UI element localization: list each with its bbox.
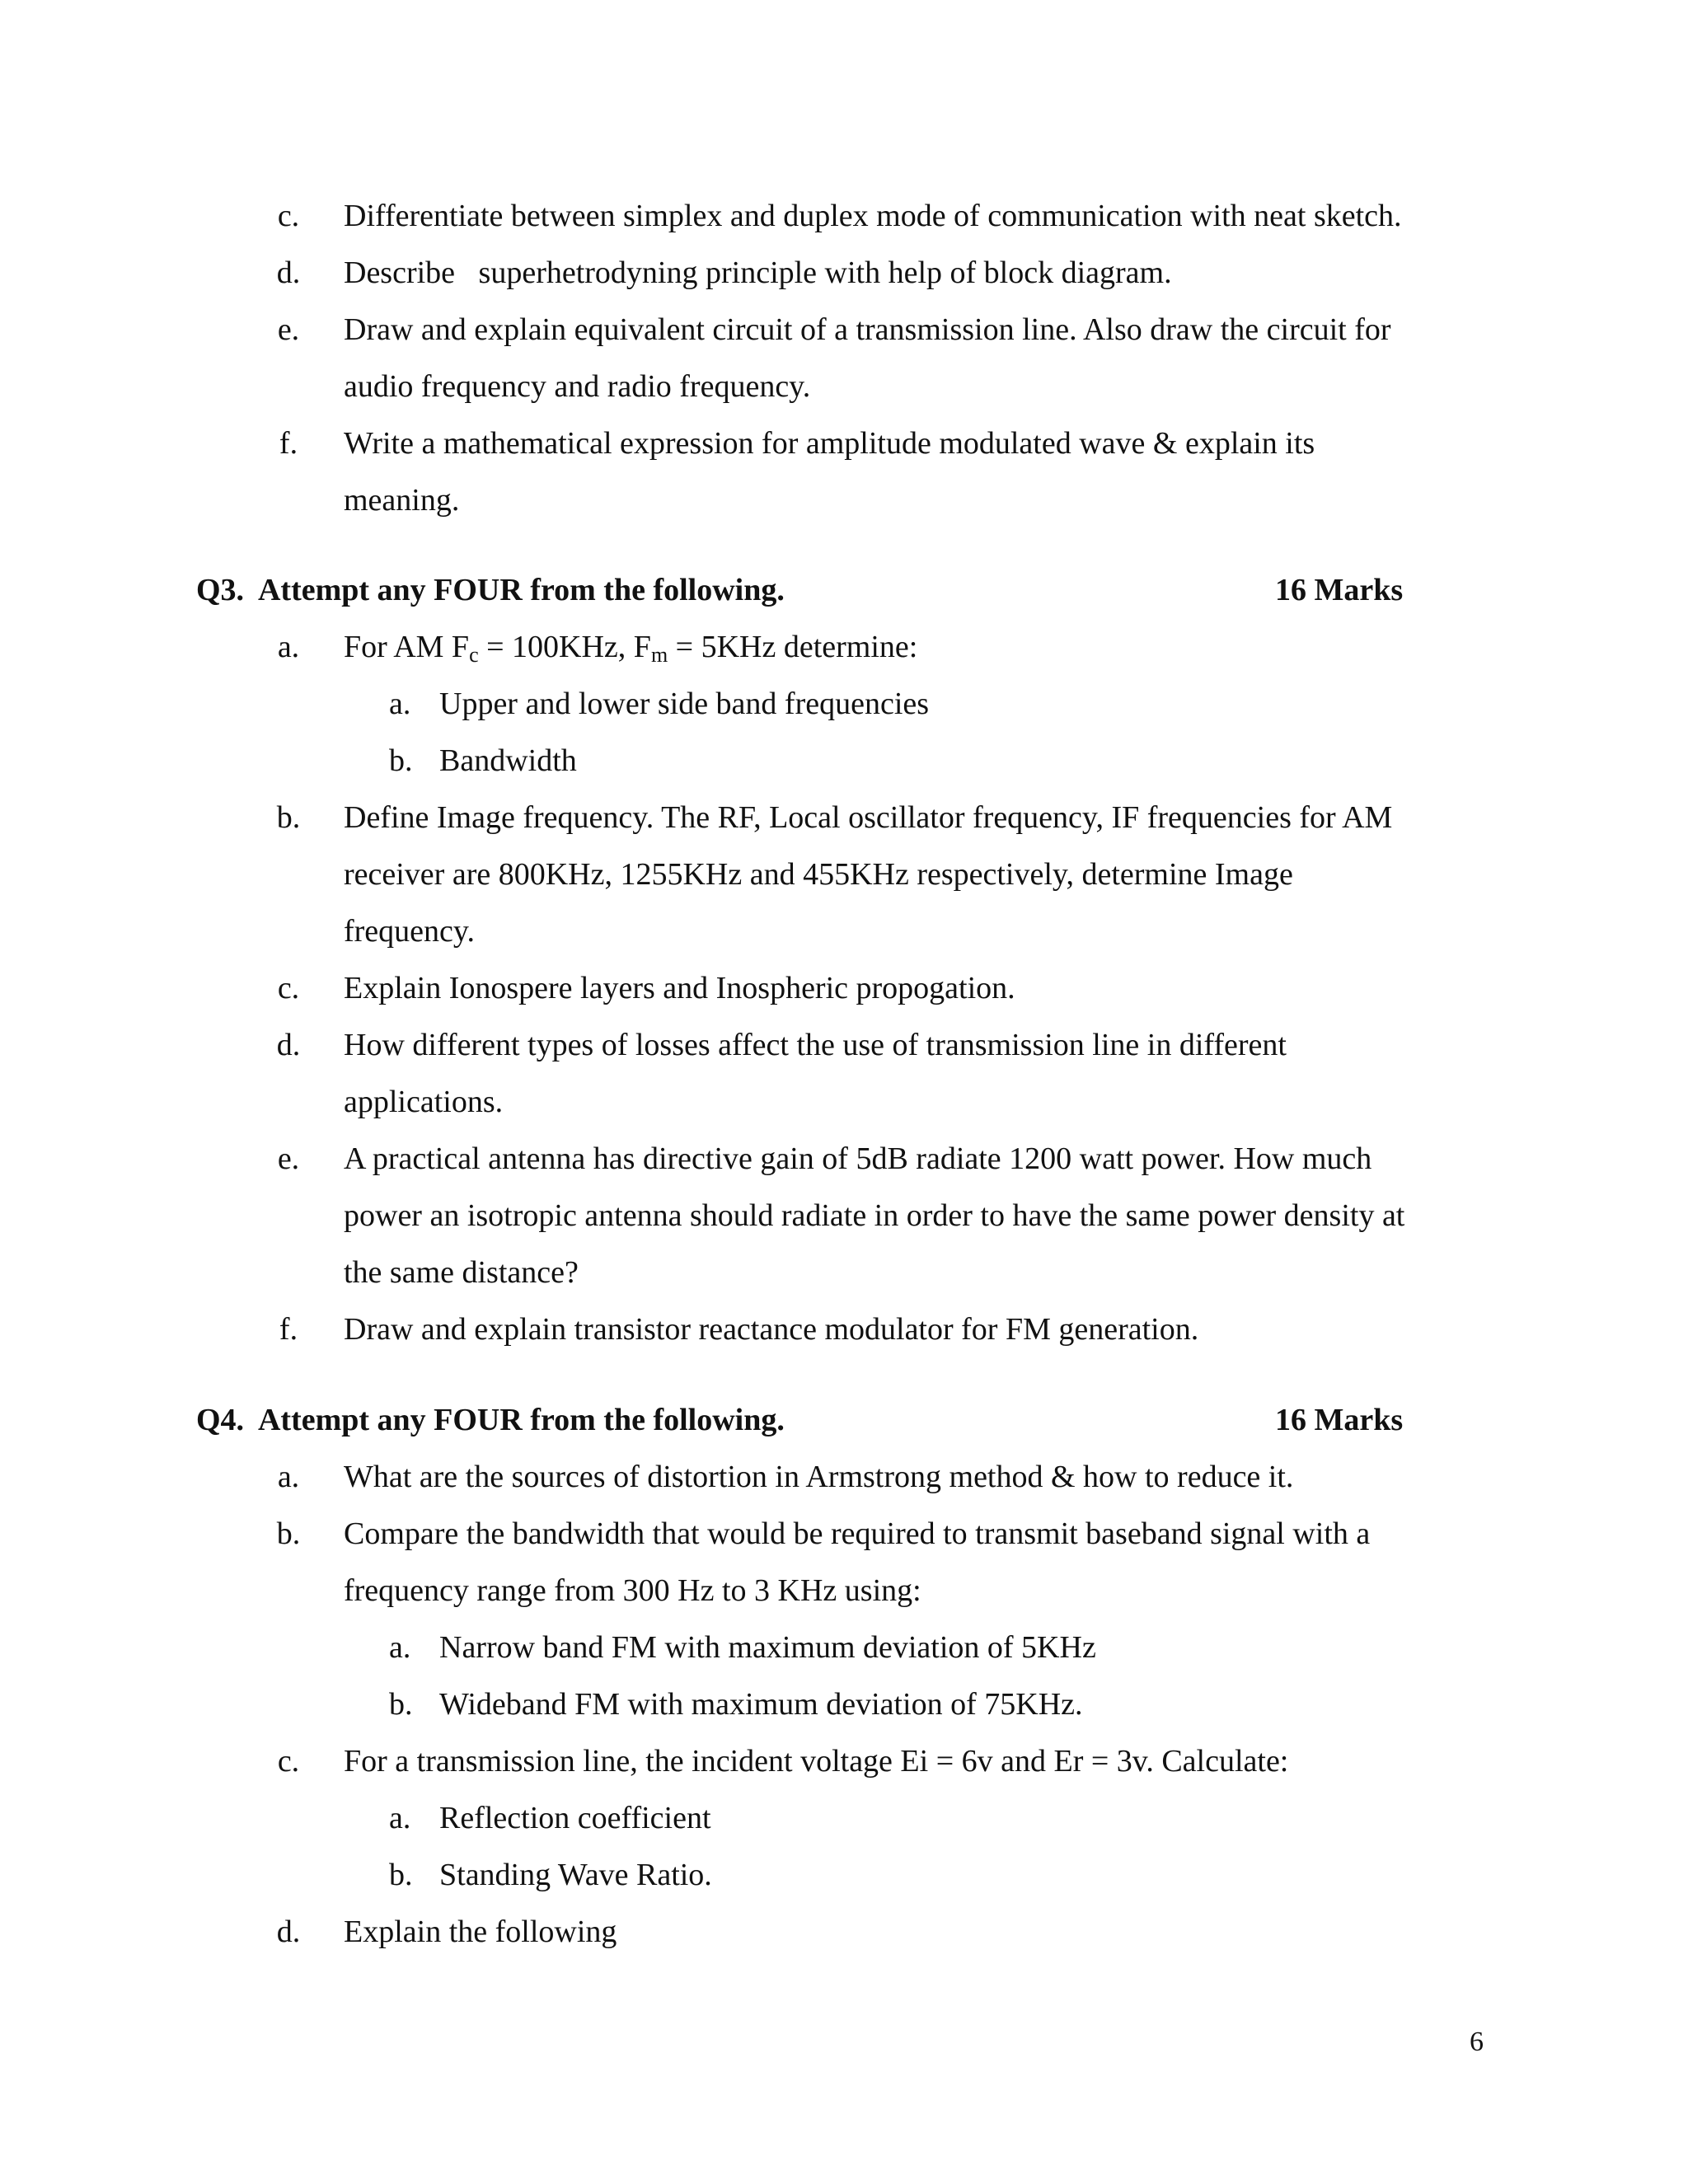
item-label: b. — [276, 800, 301, 835]
sub-item-text: Reflection coefficient — [439, 1801, 711, 1835]
item-label: d. — [276, 1028, 301, 1062]
item-text-continuation: frequency. — [344, 914, 475, 949]
q3-heading — [0, 562, 1688, 619]
question-heading — [196, 562, 785, 619]
sub-item-text: Narrow band FM with maximum deviation of 5KHz — [439, 1630, 1096, 1665]
item-text: A practical antenna has directive gain of 5dB radiate 1200 watt power. How much — [344, 1141, 1372, 1176]
question-marks: 16 Marks — [1275, 573, 1404, 607]
item-text-continuation: power an isotropic antenna should radiate in order to have the same power density at — [344, 1198, 1405, 1233]
question-heading — [196, 1392, 785, 1449]
q4-heading — [0, 1392, 1688, 1449]
item-text: Draw and explain transistor reactance modulator for FM generation. — [344, 1312, 1199, 1347]
item-text-continuation: the same distance? — [344, 1255, 579, 1290]
question-number: Q3. — [196, 573, 245, 607]
item-text: Define Image frequency. The RF, Local oscillator frequency, IF frequencies for AM — [344, 800, 1393, 835]
item-text-continuation: audio frequency and radio frequency. — [344, 369, 811, 404]
sub-item — [0, 1676, 1688, 1733]
sub-item — [0, 1847, 1688, 1904]
item-text: Differentiate between simplex and duplex mode of communication with neat sketch. — [344, 199, 1402, 233]
item-label: e. — [277, 312, 300, 347]
sub-item-label: a. — [389, 1630, 411, 1665]
item-text: Compare the bandwidth that would be required to transmit baseband signal with a — [344, 1516, 1371, 1551]
item-text-continuation: receiver are 800KHz, 1255KHz and 455KHz respectively, determine Image — [344, 857, 1293, 892]
item-text: How different types of losses affect the use of transmission line in different — [344, 1028, 1287, 1062]
item-label: d. — [276, 255, 301, 290]
sub-item-text: Standing Wave Ratio. — [439, 1858, 712, 1892]
item-label: a. — [277, 630, 300, 664]
item-label: c. — [277, 1744, 300, 1779]
item-label: f. — [279, 1312, 298, 1347]
sub-item — [0, 676, 1688, 733]
sub-item — [0, 1790, 1688, 1847]
item-text-continuation: frequency range from 300 Hz to 3 KHz using: — [344, 1573, 921, 1608]
question-marks: 16 Marks — [1275, 1403, 1404, 1437]
item-label: d. — [276, 1915, 301, 1949]
item-label: c. — [277, 199, 300, 233]
item-text-continuation: applications. — [344, 1085, 504, 1119]
sub-item-text: Bandwidth — [439, 743, 577, 778]
question-instruction: Attempt any FOUR from the following. — [257, 573, 785, 607]
item-text: Explain Ionospere layers and Inospheric propogation. — [344, 971, 1015, 1005]
sub-item-text: Upper and lower side band frequencies — [439, 687, 930, 721]
sub-item-label: b. — [389, 1687, 413, 1722]
item-text: Draw and explain equivalent circuit of a transmission line. Also draw the circuit for — [344, 312, 1391, 347]
sub-item-text: Wideband FM with maximum deviation of 75KHz. — [439, 1687, 1083, 1722]
item-text: What are the sources of distortion in Armstrong method & how to reduce it. — [344, 1460, 1294, 1494]
sub-item — [0, 733, 1688, 790]
question-instruction: Attempt any FOUR from the following. — [257, 1403, 785, 1437]
sub-item-label: b. — [389, 743, 413, 778]
item-text: Explain the following — [344, 1915, 617, 1949]
item-label: a. — [277, 1460, 300, 1494]
item-label: f. — [279, 426, 298, 461]
item-label: c. — [277, 971, 300, 1005]
item-text: Describe superhetrodyning principle with help of block diagram. — [344, 255, 1172, 290]
item-text: For AM Fc = 100KHz, Fm = 5KHz determine: — [344, 630, 918, 667]
page-number: 6 — [1470, 2027, 1484, 2057]
sub-item-label: a. — [389, 1801, 411, 1835]
sub-item-label: a. — [389, 687, 411, 721]
item-text: For a transmission line, the incident voltage Ei = 6v and Er = 3v. Calculate: — [344, 1744, 1289, 1779]
question-number: Q4. — [196, 1403, 245, 1437]
item-label: e. — [277, 1141, 300, 1176]
sub-item — [0, 1619, 1688, 1676]
item-text: Write a mathematical expression for amplitude modulated wave & explain its — [344, 426, 1315, 461]
item-text-continuation: meaning. — [344, 483, 460, 518]
sub-item-label: b. — [389, 1858, 413, 1892]
item-label: b. — [276, 1516, 301, 1551]
